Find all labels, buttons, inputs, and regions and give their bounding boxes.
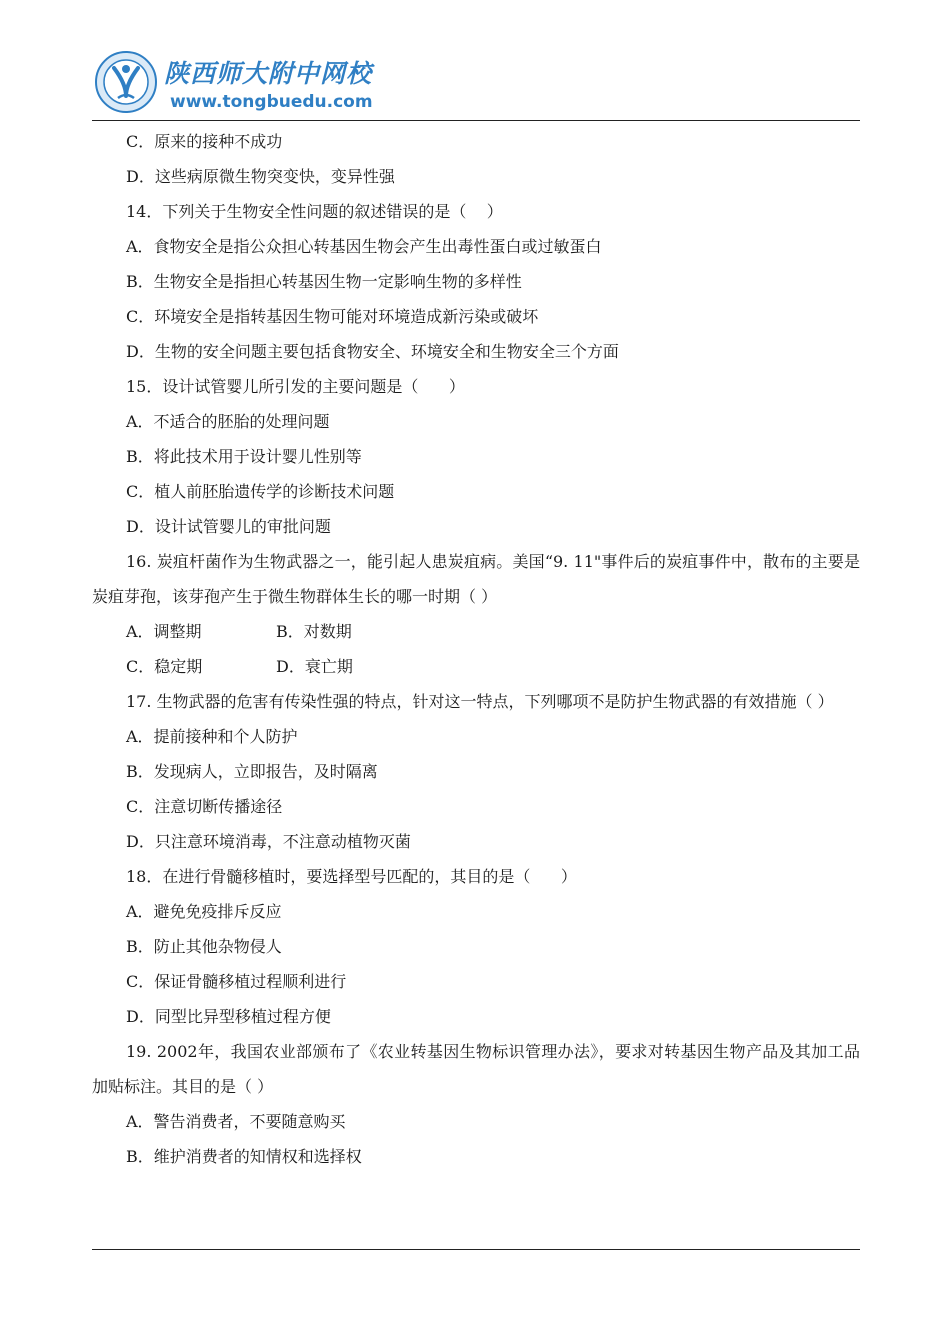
q19-stem: 19. 2002年，我国农业部颁布了《农业转基因生物标识管理办法》，要求对转基因生物产品及其加工品加贴标注。其目的是（ ） [92,1042,860,1096]
q14-stem: 14．下列关于生物安全性问题的叙述错误的是（ ） [126,202,503,221]
q14-option-d: D．生物的安全问题主要包括食物安全、环境安全和生物安全三个方面 [126,342,619,361]
q15-option-d: D．设计试管婴儿的审批问题 [126,517,331,536]
q14-option-b: B．生物安全是指担心转基因生物一定影响生物的多样性 [126,272,522,291]
q17-option-a: A．提前接种和个人防护 [126,727,298,746]
q15-stem: 15．设计试管婴儿所引发的主要问题是（ ） [126,377,465,396]
footer-divider [92,1249,860,1250]
school-emblem-icon [94,50,158,114]
q18-option-b: B．防止其他杂物侵人 [126,937,282,956]
q13-option-c: C．原来的接种不成功 [126,132,283,151]
q16-option-c: C．稳定期 [126,657,203,676]
q17-option-c: C．注意切断传播途径 [126,797,283,816]
q16-options-row-1 [92,614,860,649]
logo-text [164,54,373,112]
q16-option-b: B．对数期 [276,622,352,641]
q19-option-b: B．维护消费者的知情权和选择权 [126,1147,362,1166]
q16-options-row-2 [92,649,860,684]
header-divider [92,120,860,121]
q17-stem: 17. 生物武器的危害有传染性强的特点，针对这一特点，下列哪项不是防护生物武器的有效措施（ ） [126,692,834,711]
q15-option-b: B．将此技术用于设计婴儿性别等 [126,447,362,466]
logo-url: www.tongbuedu.com [170,92,373,112]
q17-option-d: D．只注意环境消毒，不注意动植物灭菌 [126,832,411,851]
q18-option-a: A．避免免疫排斥反应 [126,902,282,921]
question-list [92,124,860,1174]
q16-option-d: D．衰亡期 [276,657,353,676]
q17-option-b: B．发现病人，立即报告，及时隔离 [126,762,378,781]
q18-option-d: D．同型比异型移植过程方便 [126,1007,331,1026]
page-header [92,44,860,122]
q18-stem: 18．在进行骨髓移植时，要选择型号匹配的，其目的是（ ） [126,867,577,886]
q19-option-a: A．警告消费者，不要随意购买 [126,1112,346,1131]
q16-stem: 16. 炭疽杆菌作为生物武器之一，能引起人患炭疽病。美国“9. 11"事件后的炭疽事件中，散布的主要是炭疽芽孢，该芽孢产生于微生物群体生长的哪一时期（ ） [92,552,860,606]
q13-option-d: D．这些病原微生物突变快，变异性强 [126,167,395,186]
logo-name: 陕西师大附中网校 [164,59,373,88]
q14-option-c: C．环境安全是指转基因生物可能对环境造成新污染或破坏 [126,307,539,326]
q15-option-a: A．不适合的胚胎的处理问题 [126,412,330,431]
q15-option-c: C．植人前胚胎遗传学的诊断技术问题 [126,482,395,501]
q14-option-a: A．食物安全是指公众担心转基因生物会产生出毒性蛋白或过敏蛋白 [126,237,602,256]
q18-option-c: C．保证骨髓移植过程顺利进行 [126,972,347,991]
q16-option-a: A．调整期 [126,622,202,641]
